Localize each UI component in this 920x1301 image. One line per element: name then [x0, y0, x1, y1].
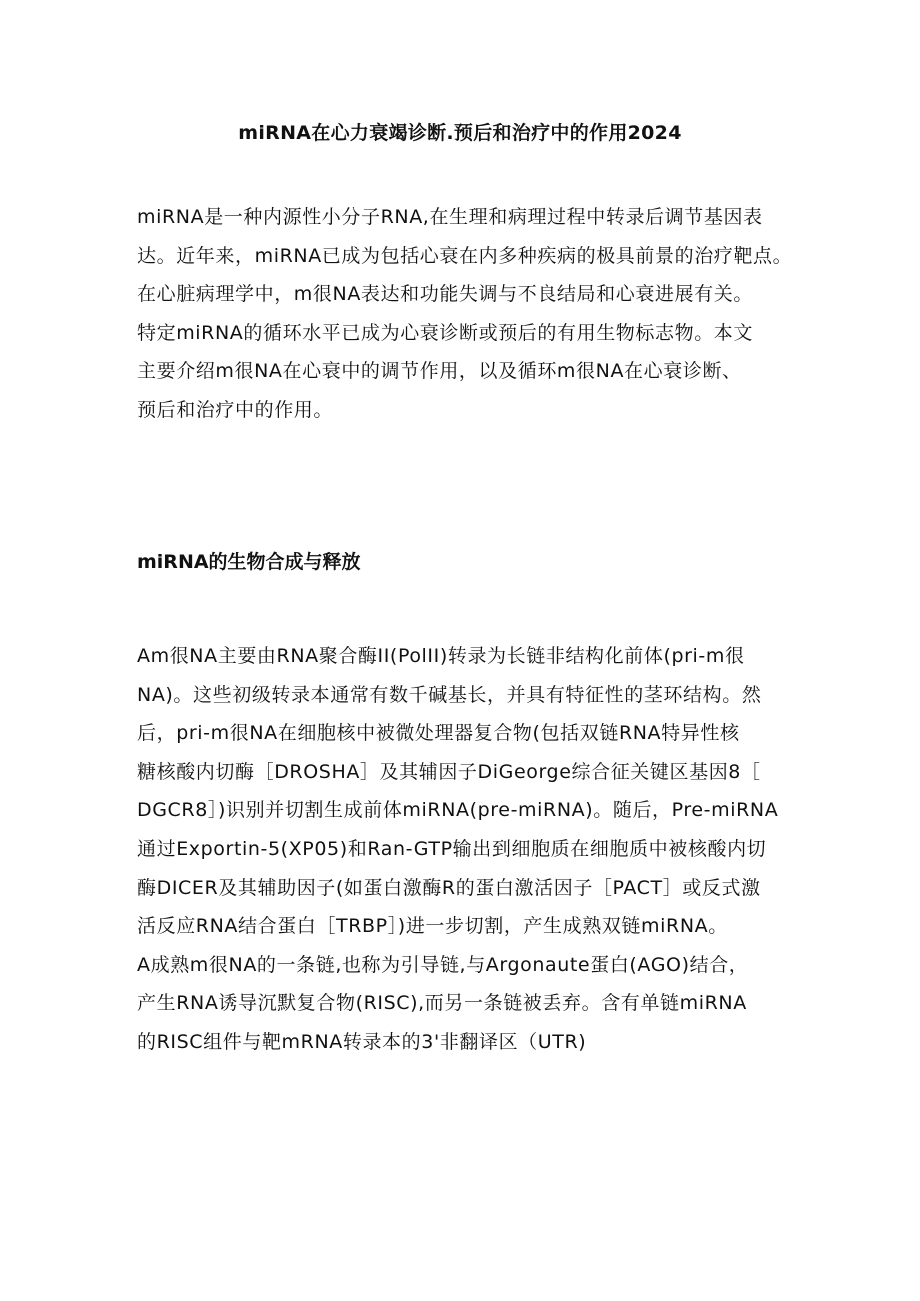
intro-paragraph — [137, 198, 797, 430]
paragraph-line: Am很NA主要由RNA聚合酶II(PolII)转录为长链非结构化前体(pri-m很 — [137, 645, 745, 667]
document-title: miRNA在心力衰竭诊断.预后和治疗中的作用2024 — [238, 122, 682, 144]
paragraph-line: 预后和治疗中的作用。 — [137, 398, 334, 421]
paragraph-line: DGCR8］)识别并切割生成前体miRNA(pre-miRNA)。随后，Pre-miRNA — [137, 799, 779, 822]
paragraph-line: 糖核酸内切酶［DROSHA］及其辅因子DiGeorge综合征关键区基因8［ — [137, 760, 761, 783]
body-paragraph — [137, 637, 797, 1062]
paragraph-line: miRNA是一种内源性小分子RNA,在生理和病理过程中转录后调节基因表 — [137, 206, 763, 228]
paragraph-line: 酶DICER及其辅助因子(如蛋白激酶R的蛋白激活因子［PACT］或反式激 — [137, 876, 761, 899]
paragraph-line: 达。近年来，miRNA已成为包括心衰在内多种疾病的极具前景的治疗靶点。 — [137, 244, 793, 267]
section-heading: miRNA的生物合成与释放 — [137, 551, 361, 573]
paragraph-line: 活反应RNA结合蛋白［TRBP］)进一步切割，产生成熟双链miRNA。 — [137, 915, 728, 938]
paragraph-line: 后，pri-m很NA在细胞核中被微处理器复合物(包括双链RNA特异性核 — [137, 722, 740, 745]
paragraph-line: NA)。这些初级转录本通常有数千碱基长，并具有特征性的茎环结构。然 — [137, 683, 762, 706]
paragraph-line: 主要介绍m很NA在心衰中的调节作用，以及循环m很NA在心衰诊断、 — [137, 360, 742, 383]
paragraph-line: A成熟m很NA的一条链,也称为引导链,与Argonaute蛋白(AGO)结合， — [137, 953, 749, 976]
paragraph-line: 的RISC组件与靶mRNA转录本的3'非翻译区（UTR) — [137, 1030, 587, 1053]
paragraph-line: 在心脏病理学中，m很NA表达和功能失调与不良结局和心衰进展有关。 — [137, 283, 753, 306]
paragraph-line: 特定miRNA的循环水平已成为心衰诊断或预后的有用生物标志物。本文 — [137, 321, 754, 344]
paragraph-line: 产生RNA诱导沉默复合物(RISC),而另一条链被丢弃。含有单链miRNA — [137, 992, 747, 1015]
paragraph-line: 通过Exportin-5(XP05)和Ran-GTP输出到细胞质在细胞质中被核酸内切 — [137, 837, 767, 860]
